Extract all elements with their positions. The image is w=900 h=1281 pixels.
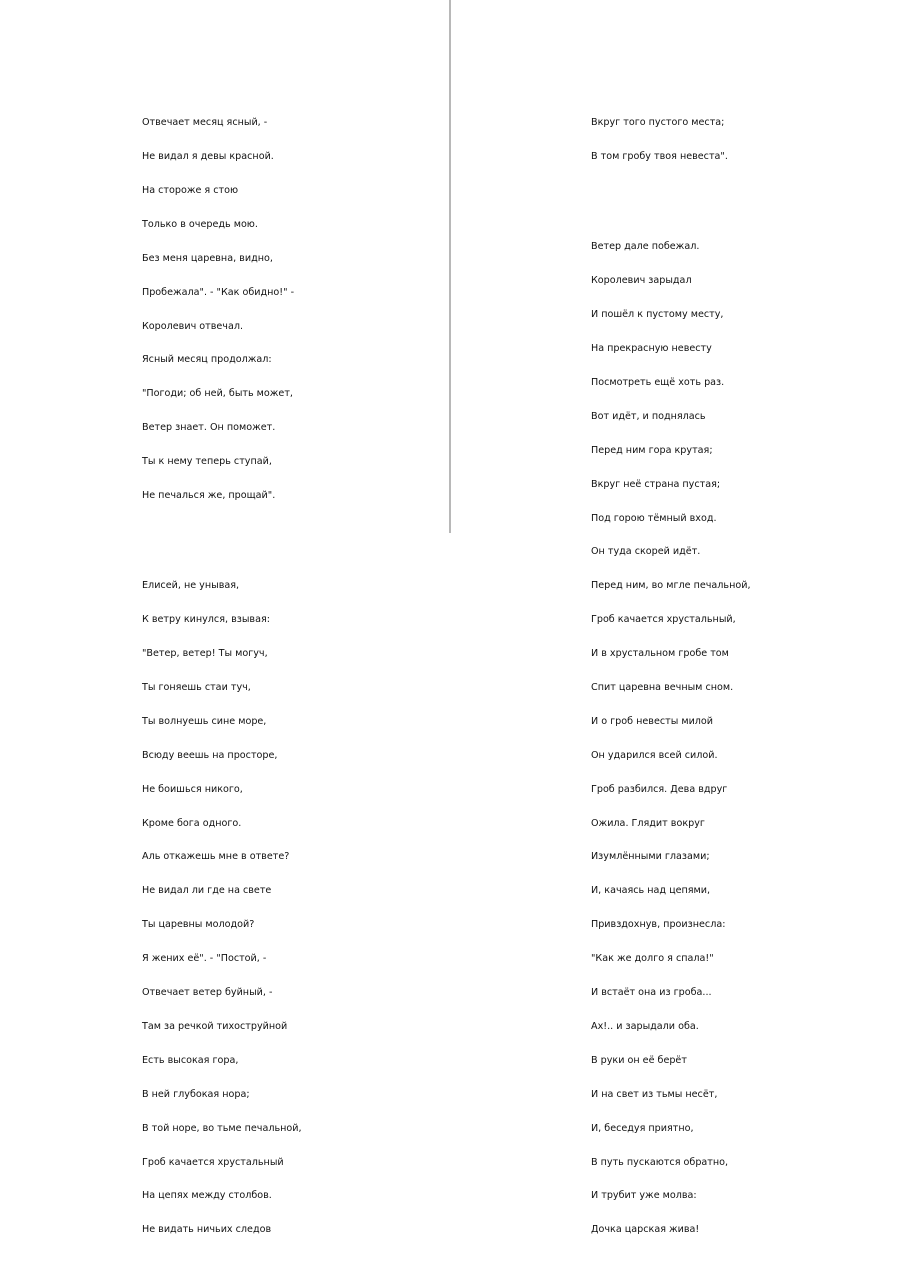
left-page: [0, 0, 449, 1236]
poem-line: Дочка царская жива!: [591, 1224, 700, 1236]
poem-line: "Как же долго я спала!": [591, 953, 714, 965]
poem-line: В том гробу твоя невеста".: [591, 151, 728, 163]
poem-line: И в хрустальном гробе том: [591, 648, 729, 660]
poem-line: В руки он её берёт: [591, 1054, 687, 1066]
poem-line: Привздохнув, произнесла:: [591, 919, 726, 931]
poem-line: К ветру кинулся, взывая:: [142, 614, 270, 626]
poem-line: Ясный месяц продолжал:: [142, 354, 272, 366]
poem-line: На цепях между столбов.: [142, 1190, 272, 1202]
poem-line: Перед ним гора крутая;: [591, 444, 713, 456]
stanza: [591, 219, 751, 1258]
poem-line: Под горою тёмный вход.: [591, 512, 717, 524]
poem-line: Ты к нему теперь ступай,: [142, 456, 272, 468]
poem-line: Без меня царевна, видно,: [142, 252, 273, 264]
poem-line: Аль откажешь мне в ответе?: [142, 851, 290, 863]
poem-line: Всюду веешь на просторе,: [142, 749, 278, 761]
poem-line: Не видал я девы красной.: [142, 151, 274, 163]
poem-line: Перед ним, во мгле печальной,: [591, 580, 751, 592]
poem-line: "Ветер, ветер! Ты могуч,: [142, 648, 268, 660]
poem-line: Не печалься же, прощай".: [142, 489, 276, 501]
poem-line: И встаёт она из гроба...: [591, 987, 712, 999]
poem-line: Отвечает месяц ясный, -: [142, 117, 268, 129]
poem-line: Вот идёт, и поднялась: [591, 410, 706, 422]
stanza: [142, 95, 302, 524]
poem-line: Ты гоняешь стаи туч,: [142, 682, 251, 694]
poem-line: И на свет из тьмы несёт,: [591, 1088, 718, 1100]
poem-line: Елисей, не унывая,: [142, 580, 240, 592]
poem-line: Я жених её". - "Постой, -: [142, 953, 267, 965]
poem-line: Вкруг того пустого места;: [591, 117, 725, 129]
poem-line: "Погоди; об ней, быть может,: [142, 388, 293, 400]
poem-column-right: [591, 72, 751, 1281]
poem-line: Королевич отвечал.: [142, 320, 244, 332]
poem-line: Ожила. Глядит вокруг: [591, 817, 705, 829]
poem-line: Изумлёнными глазами;: [591, 851, 710, 863]
poem-line: Отвечает ветер буйный, -: [142, 987, 273, 999]
poem-line: Не боишься никого,: [142, 783, 243, 795]
poem-line: Кроме бога одного.: [142, 817, 242, 829]
poem-line: И, беседуя приятно,: [591, 1122, 694, 1134]
poem-line: Вкруг неё страна пустая;: [591, 478, 721, 490]
poem-line: В той норе, во тьме печальной,: [142, 1122, 302, 1134]
poem-line: На стороже я стою: [142, 184, 239, 196]
poem-line: Там за речкой тихоструйной: [142, 1020, 288, 1032]
poem-line: Гроб разбился. Дева вдруг: [591, 783, 728, 795]
poem-line: Гроб качается хрустальный: [142, 1156, 284, 1168]
poem-line: Он ударился всей силой.: [591, 749, 718, 761]
poem-line: Ты царевны молодой?: [142, 919, 255, 931]
poem-line: Спит царевна вечным сном.: [591, 682, 734, 694]
stanza: [591, 95, 751, 185]
poem-line: Гроб качается хрустальный,: [591, 614, 736, 626]
poem-line: Он туда скорей идёт.: [591, 546, 701, 558]
poem-line: Ветер знает. Он поможет.: [142, 422, 276, 434]
poem-line: Есть высокая гора,: [142, 1054, 239, 1066]
poem-line: Ветер дале побежал.: [591, 241, 700, 253]
stanza: [142, 558, 302, 1258]
poem-line: В путь пускаются обратно,: [591, 1156, 729, 1168]
poem-line: Королевич зарыдал: [591, 275, 692, 287]
poem-column-left: [142, 72, 302, 1281]
poem-line: И трубит уже молва:: [591, 1190, 697, 1202]
poem-line: Не видал ли где на свете: [142, 885, 272, 897]
poem-line: Не видать ничьих следов: [142, 1224, 272, 1236]
poem-line: Ты волнуешь сине море,: [142, 715, 267, 727]
poem-line: И пошёл к пустому месту,: [591, 309, 724, 321]
poem-line: На прекрасную невесту: [591, 343, 712, 355]
poem-line: Ах!.. и зарыдали оба.: [591, 1020, 699, 1032]
poem-line: И о гроб невесты милой: [591, 715, 714, 727]
poem-line: Пробежала". - "Как обидно!" -: [142, 286, 295, 298]
poem-line: Только в очередь мою.: [142, 218, 258, 230]
poem-line: Посмотреть ещё хоть раз.: [591, 377, 725, 389]
poem-line: И, качаясь над цепями,: [591, 885, 711, 897]
right-page: [451, 0, 900, 1236]
poem-line: В ней глубокая нора;: [142, 1088, 250, 1100]
